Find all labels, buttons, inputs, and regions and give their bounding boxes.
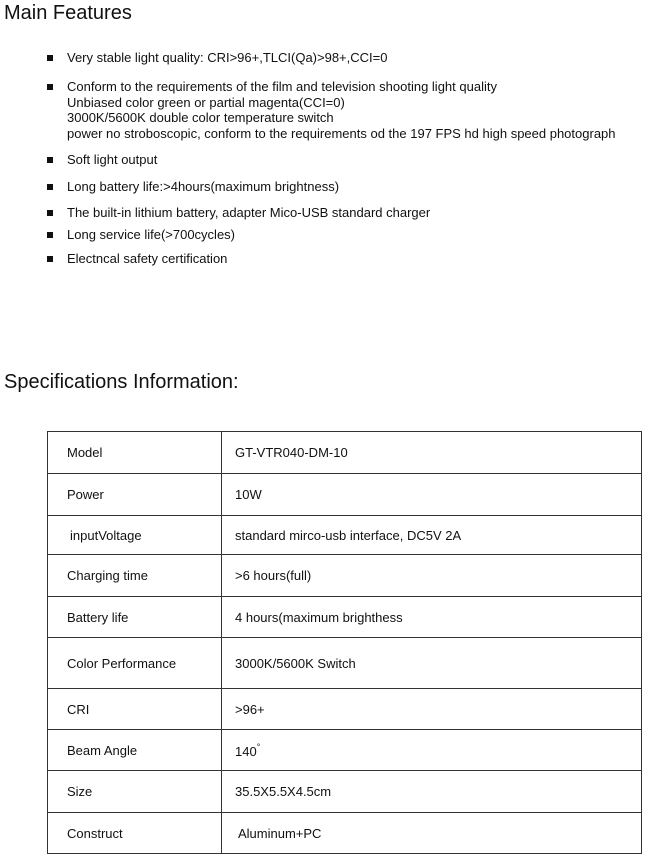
- spec-label: Charging time: [48, 555, 222, 597]
- spec-label: Beam Angle: [48, 730, 222, 771]
- spec-value: >6 hours(full): [222, 555, 642, 597]
- square-bullet-icon: [47, 55, 53, 61]
- feature-text: Electncal safety certification: [67, 251, 228, 266]
- feature-text: Very stable light quality: CRI>96+,TLCI(Qa)>98+,CCI=0: [67, 50, 388, 65]
- spec-label: inputVoltage: [48, 516, 222, 555]
- spec-value: >96+: [222, 689, 642, 730]
- spec-label: Color Performance: [48, 638, 222, 689]
- table-row: [48, 813, 642, 854]
- square-bullet-icon: [47, 256, 53, 262]
- feature-text: Unbiased color green or partial magenta(CCI=0): [67, 94, 345, 110]
- spec-label: CRI: [48, 689, 222, 730]
- spec-label: Size: [48, 771, 222, 813]
- specifications-table: [47, 431, 642, 854]
- table-row: [48, 597, 642, 638]
- table-row: [48, 555, 642, 597]
- main-features-heading: Main Features: [4, 2, 132, 24]
- table-row: [48, 638, 642, 689]
- spec-value: GT-VTR040-DM-10: [222, 432, 642, 474]
- table-row: [48, 689, 642, 730]
- table-row: [48, 516, 642, 555]
- feature-text: The built-in lithium battery, adapter Mico-USB standard charger: [67, 205, 431, 220]
- degree-symbol: °: [256, 741, 261, 752]
- spec-label: Battery life: [48, 597, 222, 638]
- spec-value: standard mirco-usb interface, DC5V 2A: [222, 516, 642, 555]
- specifications-heading: Specifications Information:: [4, 371, 239, 393]
- feature-text: Long battery life:>4hours(maximum brightness): [67, 179, 340, 194]
- spec-label: Power: [48, 474, 222, 516]
- spec-value: Aluminum+PC: [222, 813, 642, 854]
- table-row: [48, 474, 642, 516]
- feature-text: power no stroboscopic, conform to the requirements od the 197 FPS hd high speed photograph: [67, 125, 616, 141]
- feature-text: Conform to the requirements of the film and television shooting light quality: [67, 79, 497, 94]
- spec-value: 10W: [222, 474, 642, 516]
- spec-value: 3000K/5600K Switch: [222, 638, 642, 689]
- spec-value: 4 hours(maximum brighthess: [222, 597, 642, 638]
- table-row: [48, 730, 642, 771]
- spec-label: Construct: [48, 813, 222, 854]
- feature-text: Soft light output: [67, 152, 158, 167]
- square-bullet-icon: [47, 210, 53, 216]
- table-row: [48, 432, 642, 474]
- spec-label: Model: [48, 432, 222, 474]
- feature-text: 3000K/5600K double color temperature switch: [67, 110, 334, 125]
- spec-value: 35.5X5.5X4.5cm: [222, 771, 642, 813]
- square-bullet-icon: [47, 184, 53, 190]
- spec-value: [222, 730, 642, 771]
- square-bullet-icon: [47, 157, 53, 163]
- square-bullet-icon: [47, 84, 53, 90]
- feature-text: Long service life(>700cycles): [67, 227, 235, 242]
- square-bullet-icon: [47, 232, 53, 238]
- table-row: [48, 771, 642, 813]
- beam-angle-value: 140: [235, 743, 257, 759]
